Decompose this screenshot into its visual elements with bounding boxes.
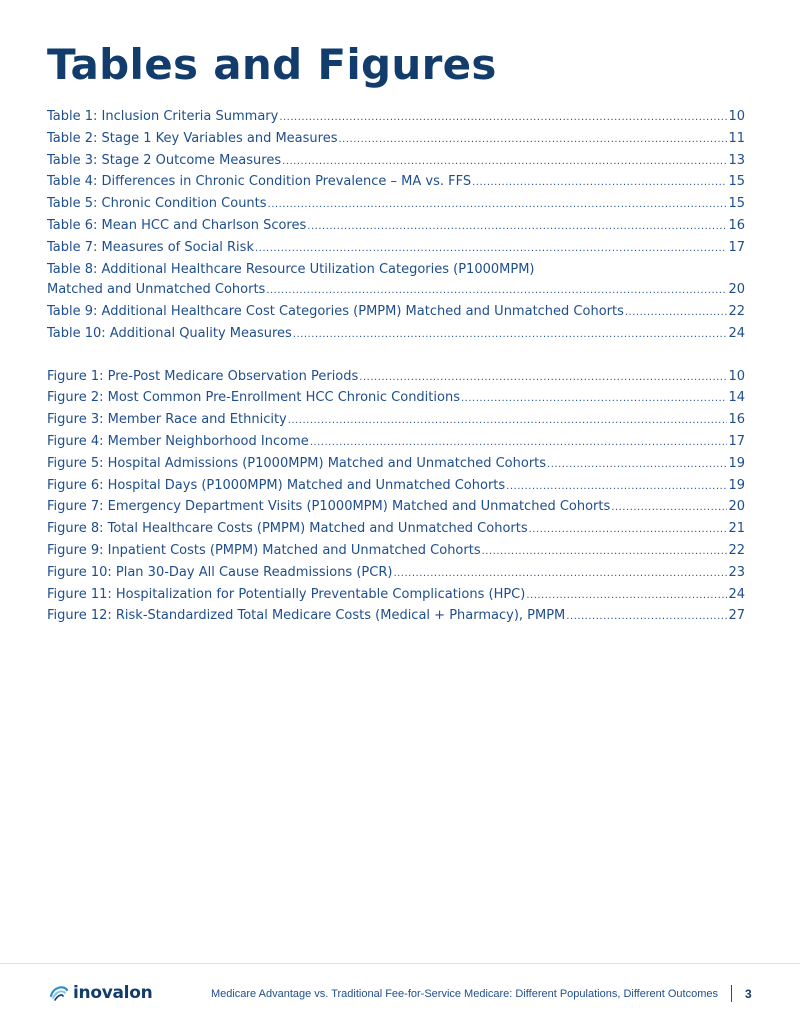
toc-entry-figure-8[interactable] [47,519,745,541]
toc-entry-label: Figure 11: Hospitalization for Potentially Preventable Complications (HPC) [47,586,526,602]
section-spacer [47,346,745,367]
inovalon-swirl-icon [48,982,70,1004]
toc-entry-table-2[interactable] [47,129,745,151]
toc-entry-page: 19 [728,455,745,471]
dot-leader [307,216,727,238]
toc-entry-label: Figure 12: Risk-Standardized Total Medicare Costs (Medical + Pharmacy), PMPM [47,608,566,624]
toc-entry-page: 13 [728,152,745,168]
toc-entry-label: Figure 2: Most Common Pre-Enrollment HCC Chronic Conditions [47,390,460,406]
dot-leader [279,107,727,129]
toc-entry-label: Figure 10: Plan 30-Day All Cause Readmissions (PCR) [47,564,393,580]
inovalon-logo [48,982,152,1004]
dot-leader [359,367,727,389]
toc-entry-label: Figure 4: Member Neighborhood Income [47,433,309,449]
table-of-contents [47,107,745,628]
toc-entry-figure-5[interactable] [47,454,745,476]
toc-entry-page: 23 [728,564,745,580]
dot-leader [566,606,727,628]
page-title: Tables and Figures [47,40,497,89]
toc-entry-page: 17 [728,433,745,449]
toc-entry-page: 16 [728,412,745,428]
toc-entry-figure-3[interactable] [47,410,745,432]
toc-entry-figure-6[interactable] [47,476,745,498]
toc-entry-label: Table 6: Mean HCC and Charlson Scores [47,217,307,233]
toc-entry-page: 15 [728,196,745,212]
toc-entry-table-9[interactable] [47,302,745,324]
toc-entry-label: Table 3: Stage 2 Outcome Measures [47,152,282,168]
dot-leader [310,432,728,454]
dot-leader [282,151,727,173]
toc-entry-label: Table 7: Measures of Social Risk [47,239,254,255]
toc-entry-table-6[interactable] [47,216,745,238]
toc-entry-figure-1[interactable] [47,367,745,389]
toc-entry-label: Figure 7: Emergency Department Visits (P1000MPM) Matched and Unmatched Cohorts [47,499,611,515]
toc-entry-page: 24 [728,325,745,341]
dot-leader [339,129,728,151]
toc-entry-label: Table 1: Inclusion Criteria Summary [47,109,279,124]
toc-entry-table-4[interactable] [47,172,745,194]
toc-entry-table-8-line1[interactable]: Table 8: Additional Healthcare Resource Utilization Categories (P1000MPM) [47,261,535,277]
footer-divider [0,963,800,964]
figures-list [47,367,745,629]
toc-entry-table-3[interactable] [47,151,745,173]
dot-leader [268,194,728,216]
toc-entry-page: 16 [728,217,745,233]
dot-leader [461,388,727,410]
toc-entry-page: 21 [728,521,745,537]
dot-leader [611,497,727,519]
toc-entry-table-1[interactable] [47,107,745,129]
dot-leader [625,302,728,324]
toc-entry-label: Figure 6: Hospital Days (P1000MPM) Matched and Unmatched Cohorts [47,477,506,493]
toc-entry-page: 20 [728,282,745,298]
dot-leader [529,519,728,541]
footer-document-title: Medicare Advantage vs. Traditional Fee-for-Service Medicare: Different Populations, Different Outcomes [210,988,718,1000]
dot-leader [293,324,728,346]
toc-entry-label: Table 5: Chronic Condition Counts [47,196,267,212]
toc-entry-page: 19 [728,477,745,493]
toc-entry-label: Figure 8: Total Healthcare Costs (PMPM) Matched and Unmatched Cohorts [47,521,528,537]
page-number: 3 [745,987,752,1001]
footer-separator [731,985,732,1002]
toc-entry-label: Table 2: Stage 1 Key Variables and Measures [47,130,338,146]
toc-entry-page: 24 [728,586,745,602]
toc-entry-page: 22 [728,304,745,320]
toc-entry-figure-12[interactable] [47,606,745,628]
toc-entry-page: 20 [728,499,745,515]
toc-entry-page: 10 [728,368,745,384]
toc-entry-label: Figure 9: Inpatient Costs (PMPM) Matched and Unmatched Cohorts [47,542,481,558]
dot-leader [547,454,727,476]
toc-entry-figure-11[interactable] [47,585,745,607]
toc-entry-table-5[interactable] [47,194,745,216]
toc-entry-page: 27 [728,608,745,624]
toc-entry-figure-9[interactable] [47,541,745,563]
dot-leader [472,172,727,194]
toc-entry-figure-2[interactable] [47,388,745,410]
toc-entry-table-10[interactable] [47,324,745,346]
toc-entry-label: Table 10: Additional Quality Measures [47,325,292,341]
toc-entry-label: Figure 3: Member Race and Ethnicity [47,412,287,428]
toc-entry-label: Figure 1: Pre-Post Medicare Observation Periods [47,368,359,384]
toc-entry-page: 14 [728,390,745,406]
toc-entry-page: 22 [728,542,745,558]
toc-entry-label: Table 4: Differences in Chronic Condition Prevalence – MA vs. FFS [47,174,472,190]
toc-entry-label: Matched and Unmatched Cohorts [47,282,266,298]
dot-leader [288,410,728,432]
dot-leader [255,238,727,260]
toc-entry-label: Table 9: Additional Healthcare Cost Categories (PMPM) Matched and Unmatched Cohorts [47,304,624,320]
toc-entry-page: 11 [728,130,745,146]
toc-entry-table-7[interactable] [47,238,745,260]
dot-leader [506,476,727,498]
logo-wordmark: inovalon [73,983,153,1003]
dot-leader [266,280,727,302]
dot-leader [482,541,728,563]
toc-entry-figure-7[interactable] [47,497,745,519]
toc-entry-page: 10 [728,109,745,124]
toc-entry-figure-10[interactable] [47,563,745,585]
toc-entry-page: 15 [728,174,745,190]
toc-entry-page: 17 [728,239,745,255]
dot-leader [526,585,727,607]
toc-entry-table-8[interactable] [47,280,745,302]
toc-entry-label: Figure 5: Hospital Admissions (P1000MPM) Matched and Unmatched Cohorts [47,455,547,471]
toc-entry-figure-4[interactable] [47,432,745,454]
dot-leader [393,563,727,585]
tables-list [47,107,745,346]
